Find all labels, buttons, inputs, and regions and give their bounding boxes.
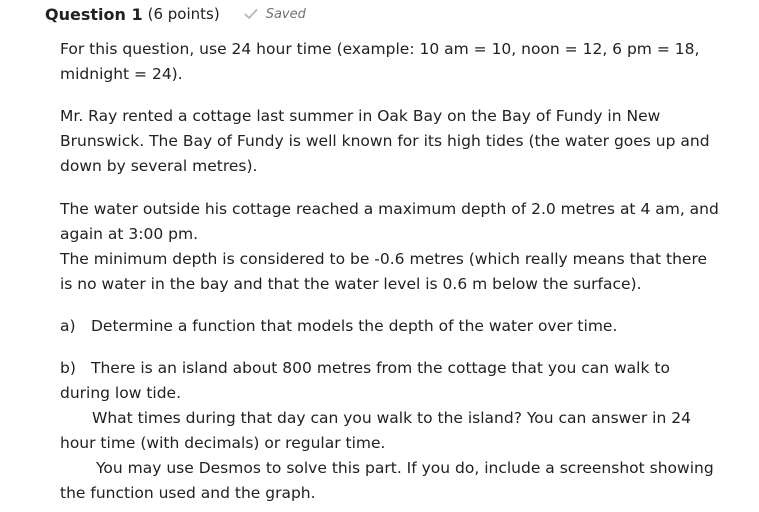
part-b-question [60,406,722,456]
instruction-paragraph: For this question, use 24 hour time (example: 10 am = 10, noon = 12, 6 pm = 18, midnight = 24). [60,40,700,83]
saved-status [243,6,306,22]
part-b-desmos-text: You may use Desmos to solve this part. If you do, include a screenshot showing the function used and the graph. [60,459,714,502]
part-b-text: There is an island about 800 metres from the cottage that you can walk to during low tide. [60,359,670,402]
part-a [60,314,722,339]
part-a-text: Determine a function that models the depth of the water over time. [91,317,618,335]
saved-label: Saved [265,6,306,22]
part-a-label: a) [60,317,76,335]
check-icon [243,6,259,22]
min-depth-paragraph: The minimum depth is considered to be -0.6 metres (which really means that there is no water in the bay and that the water level is 0.6 m below the surface). [60,250,708,293]
question-header [45,3,306,25]
part-b-question-text: What times during that day can you walk to the island? You can answer in 24 hour time (with decimals) or regular time. [60,409,691,452]
question-title: Question 1 [45,4,143,24]
part-b [60,356,722,406]
part-b-label: b) [60,359,76,377]
context-paragraph: Mr. Ray rented a cottage last summer in Oak Bay on the Bay of Fundy in New Brunswick. The Bay of Fundy is well known for its high tides (the water goes up and down by several metres). [60,107,710,175]
question-points: (6 points) [147,5,220,23]
part-b-desmos-note [60,456,722,506]
question-body [60,37,722,506]
max-depth-paragraph: The water outside his cottage reached a maximum depth of 2.0 metres at 4 am, and again at 3:00 pm. [60,200,719,243]
